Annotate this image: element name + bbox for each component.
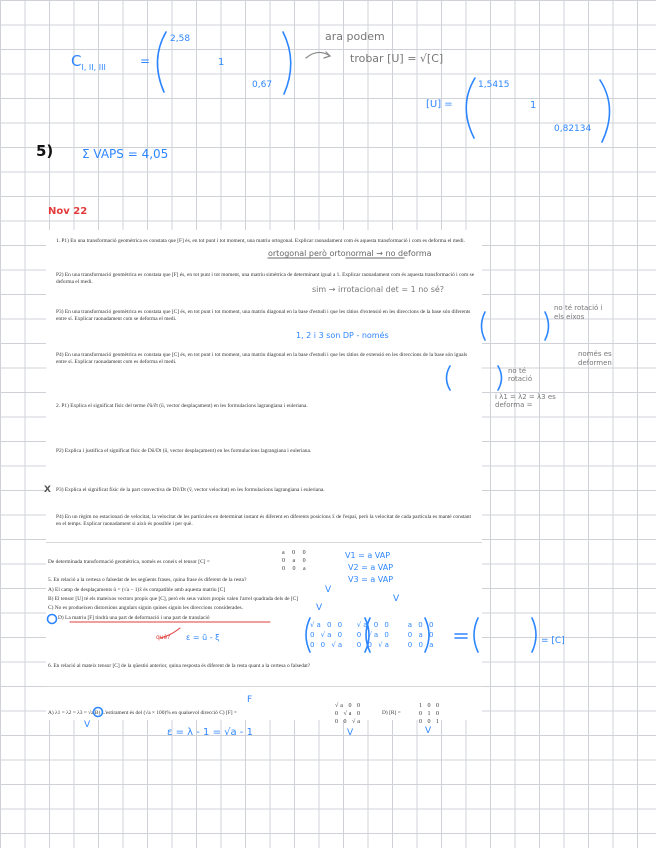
question-6-a: A) λ1 = λ2 = λ3 = √a B) L'estirament és del (√a × 100)% en qualsevol direcció C) [F] = xyxy=(48,710,237,716)
matrix-result-c: = [C] xyxy=(541,636,565,646)
note-no-rotacio: no té rotació i els eixos xyxy=(554,304,603,321)
eps-formula-2: ε = λ - 1 = √a - 1 xyxy=(167,727,253,738)
question-1-p4: P4) En una transformació geomètrica es constata que [C] és, en tot punt i tot moment, una matriu diagonal en la base d'estudi i que les ràtios de extensió en les direccions de la base són iguals entre sí. Explicar raonadament com es deforma el medi. xyxy=(56,352,468,365)
c-equals: = xyxy=(140,54,151,68)
c-tensor-label xyxy=(71,52,106,72)
u-matrix-entry-1: 1,5415 xyxy=(478,80,510,90)
check-5c: V xyxy=(316,603,323,613)
eps-formula: ε = ū - ξ xyxy=(186,633,220,642)
c-matrix-left-paren xyxy=(157,32,166,92)
check-6d: V xyxy=(425,726,432,736)
question-5-d: D) La matriu [F] tindrà una part de deformació i una part de translació xyxy=(58,615,210,621)
separator-line xyxy=(46,542,482,543)
tensor-c-statement: De determinada transformació geomètrica, només es coneix el tensor [C] = xyxy=(48,559,210,565)
ara-podem-text: ara podem xyxy=(325,30,385,43)
note-es-deformen: només es deformen xyxy=(578,350,612,367)
question-2-p4: P4) En un règim no estacionari de velocitat, la velocitat de les partícules en determinat instant és diferent en diferents posicions x̄ de l'espai, però la velocitat de cada partícula es manté constant en el temps. Explicar raonadament si això és possible i per què. xyxy=(56,514,472,527)
u-matrix-entry-3: 0,82134 xyxy=(554,124,592,134)
question-6: 6. En relació al mateix tensor [C] de la qüestió anterior, quina resposta és diferent de la resta quant a la certesa o falsedat? xyxy=(48,663,311,669)
trobar-text: trobar [U] = √[C] xyxy=(350,52,444,65)
note-que: què? xyxy=(156,634,171,641)
f-matrix: √a 0 0 0 √a 0 0 0 √a xyxy=(335,703,362,725)
check-5b: V xyxy=(393,594,400,604)
c-letter: C xyxy=(71,52,82,70)
note-diagonal: 1, 2 i 3 son DP - només xyxy=(296,331,389,340)
x-mark: X xyxy=(44,485,51,495)
check-6c: V xyxy=(347,728,354,738)
vap-line-1: V1 = a VAP xyxy=(345,551,391,560)
c-matrix-entry-2: 1 xyxy=(218,57,225,68)
vap-line-3: V3 = a VAP xyxy=(348,575,394,584)
c-matrix-entry-3: 0,67 xyxy=(252,80,273,90)
u-matrix-right-paren xyxy=(600,80,610,142)
u-matrix-entry-2: 1 xyxy=(530,100,537,111)
u-matrix-left-paren xyxy=(466,78,475,138)
c-matrix-right-paren xyxy=(283,32,291,94)
arrow-to-ara xyxy=(306,52,330,58)
note-deforma: i λ1 = λ2 = λ3 es deforma = xyxy=(495,393,556,409)
question-5-c: C) No es produeixen distorsions angulars siguin quines siguin les direccions considerades. xyxy=(48,605,243,611)
question-1-p3: P3) En una transformació geomètrica es constata que [C] és, en tot punt i tot moment, una matriu diagonal en la base d'estudi i que les ràtios d'extensió en les direccions de la base són diferents entre sí. Explicar raonadament com se deforma el medi. xyxy=(56,309,471,322)
question-5: 5. En relació a la certesa o falsedat de les següents frases, quina frase és diferent de la resta? xyxy=(48,577,247,583)
nov-22-heading: Nov 22 xyxy=(48,206,88,217)
question-2-p2: P2) Explica i justifica el significat físic de Dū/Dt (ū, vector desplaçament) en les formulacions lagrangiana i euleriana. xyxy=(56,448,312,454)
r-matrix: 1 0 0 0 1 0 0 0 1 xyxy=(419,703,441,725)
note-sim: sim → irrotacional det = 1 no sé? xyxy=(312,285,445,294)
matrix-product-note: √a 0 0 √a 0 0 a 0 0 0 √a 0 0 √a 0 0 a 0 0 0 √a 0 0 √a 0 0 a xyxy=(310,621,436,649)
note-no-rotacio-2: no té rotació xyxy=(508,367,533,383)
tensor-c-matrix: a 0 0 0 a 0 0 0 a xyxy=(282,550,309,572)
question-2-p1: 2. P1) Explica el significat físic del terme ∂ū/∂t (ū, vector desplaçament) en les formulacions lagrangiana i euleriana. xyxy=(56,403,308,409)
separator-line-2 xyxy=(46,686,482,687)
c-matrix-entry-1: 2,58 xyxy=(170,34,191,44)
note-ortogonal: ortogonal però ortonormal → no deforma xyxy=(268,249,432,258)
question-5-number: 5) xyxy=(36,142,54,160)
c-subscript: I, II, III xyxy=(81,63,106,72)
question-1-p1: 1. P1) En una transformació geomètrica es constata que [F] és, en tot punt i tot moment, una matriu ortogonal. Explicar raonadament com és aquesta transformació i com es deforma el medi. xyxy=(56,238,465,244)
question-1-p2: P2) En una transformació geomètrica es constata que [F] és, en tot punt i tot moment, una matriu simètrica de determinant igual a 1. Explicar raonadament com és aquesta transformació i com se deforma el medi. xyxy=(56,272,475,285)
f-letter-note: F xyxy=(247,695,253,705)
u-matrix-label: [U] = xyxy=(426,99,453,110)
vap-line-2: V2 = a VAP xyxy=(348,563,394,572)
check-6a: V xyxy=(84,720,91,730)
sum-vaps-text: Σ VAPS = 4,05 xyxy=(82,147,169,161)
question-5-b: B) El tensor [U] té els mateixos vectors propis que [C], però els seus valors propis valen l'arrel quadrada dels de [C] xyxy=(48,596,299,602)
question-5-a: A) El camp de desplaçaments ū = (√a − 1)x̄ és compatible amb aquesta matriu [C] xyxy=(48,587,226,593)
check-5a: V xyxy=(325,585,332,595)
question-6-d: D) [R] = xyxy=(382,710,401,716)
question-2-p3: P3) Explica el significat físic de la part convectiva de Dv̄/Dt (v̄, vector velocitat) en les formulacions lagrangiana i euleriana. xyxy=(56,487,325,493)
